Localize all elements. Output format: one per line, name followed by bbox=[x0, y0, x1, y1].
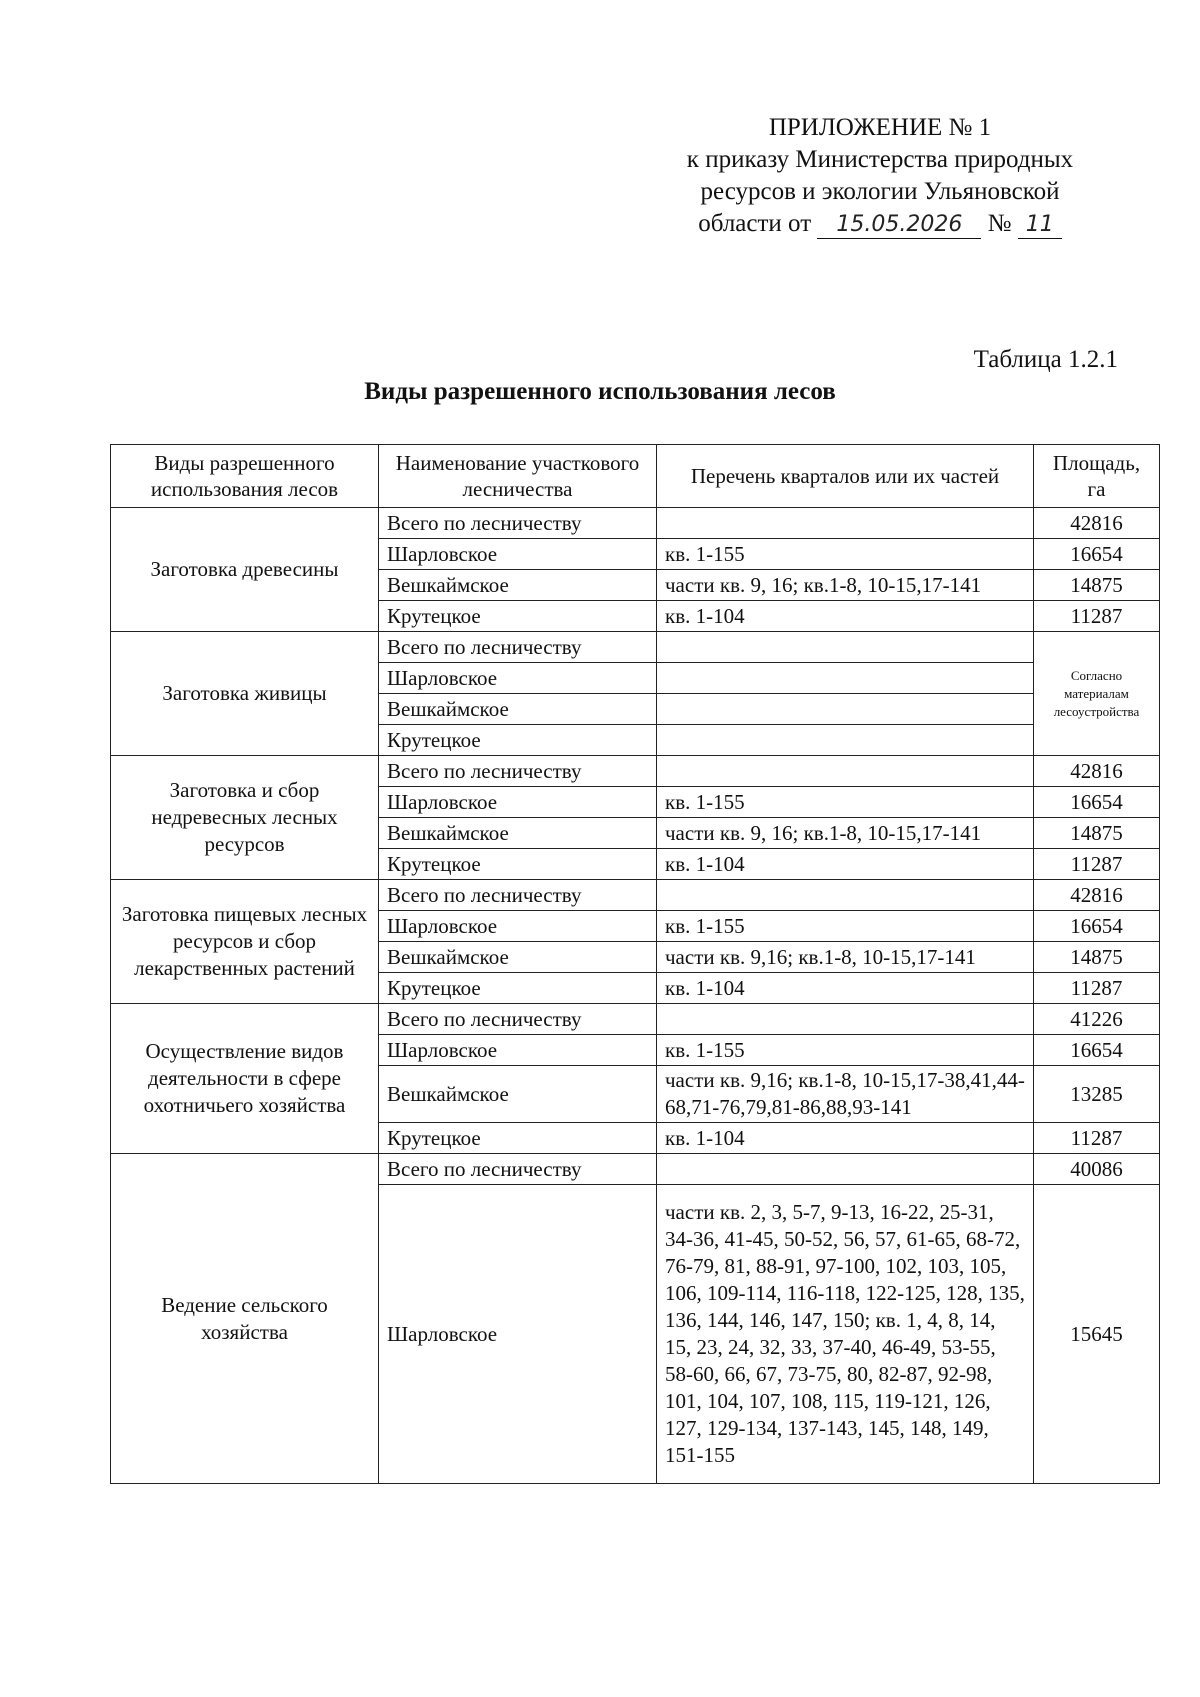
forestry-name-cell: Вешкаймское bbox=[379, 694, 657, 725]
appendix-line-1: к приказу Министерства природных bbox=[686, 146, 1074, 173]
use-type-cell: Заготовка живицы bbox=[111, 632, 379, 756]
use-type-cell: Заготовка пищевых лесных ресурсов и сбор лекарственных растений bbox=[111, 880, 379, 1004]
order-number: 11 bbox=[1018, 212, 1062, 239]
quarters-cell: части кв. 9, 16; кв.1-8, 10-15,17-141 bbox=[657, 570, 1034, 601]
quarters-cell: части кв. 9,16; кв.1-8, 10-15,17-38,41,44-68,71-76,79,81-86,88,93-141 bbox=[657, 1066, 1034, 1123]
table-header-row bbox=[111, 445, 1160, 508]
quarters-cell bbox=[657, 756, 1034, 787]
area-cell: 11287 bbox=[1034, 973, 1160, 1004]
forestry-name-cell: Всего по лесничеству bbox=[379, 880, 657, 911]
forestry-name-cell: Всего по лесничеству bbox=[379, 1004, 657, 1035]
area-cell: 41226 bbox=[1034, 1004, 1160, 1035]
forestry-name-cell: Всего по лесничеству bbox=[379, 1154, 657, 1185]
area-cell: 42816 bbox=[1034, 880, 1160, 911]
forestry-name-cell: Крутецкое bbox=[379, 601, 657, 632]
forestry-name-cell: Шарловское bbox=[379, 911, 657, 942]
forestry-name-cell: Всего по лесничеству bbox=[379, 756, 657, 787]
document-title: Виды разрешенного использования лесов bbox=[364, 378, 836, 405]
table-row bbox=[111, 756, 1160, 787]
area-cell: 42816 bbox=[1034, 756, 1160, 787]
appendix-line-2: ресурсов и экологии Ульяновской bbox=[700, 178, 1060, 205]
forestry-name-cell: Всего по лесничеству bbox=[379, 508, 657, 539]
column-header-forestry: Наименование участкового лесничества bbox=[379, 445, 657, 508]
forestry-name-cell: Вешкаймское bbox=[379, 1066, 657, 1123]
use-type-cell: Заготовка и сбор недревесных лесных ресурсов bbox=[111, 756, 379, 880]
area-cell: 11287 bbox=[1034, 1123, 1160, 1154]
quarters-cell bbox=[657, 1004, 1034, 1035]
area-cell: 16654 bbox=[1034, 911, 1160, 942]
quarters-cell bbox=[657, 725, 1034, 756]
use-type-cell: Заготовка древесины bbox=[111, 508, 379, 632]
forestry-name-cell: Шарловское bbox=[379, 1035, 657, 1066]
forest-use-table bbox=[110, 444, 1160, 1484]
area-cell: 40086 bbox=[1034, 1154, 1160, 1185]
forestry-name-cell: Шарловское bbox=[379, 787, 657, 818]
quarters-cell bbox=[657, 1154, 1034, 1185]
forestry-name-cell: Вешкаймское bbox=[379, 818, 657, 849]
column-header-area: Площадь, га bbox=[1034, 445, 1160, 508]
appendix-header bbox=[640, 112, 1120, 240]
forestry-name-cell: Шарловское bbox=[379, 1185, 657, 1484]
quarters-cell bbox=[657, 694, 1034, 725]
order-date: 15.05.2026 bbox=[817, 212, 981, 239]
column-header-use: Виды разрешенного использования лесов bbox=[111, 445, 379, 508]
quarters-cell bbox=[657, 663, 1034, 694]
forestry-name-cell: Вешкаймское bbox=[379, 570, 657, 601]
quarters-cell: кв. 1-104 bbox=[657, 973, 1034, 1004]
quarters-cell: кв. 1-155 bbox=[657, 911, 1034, 942]
appendix-line-3-prefix: области от bbox=[698, 210, 812, 237]
forestry-name-cell: Крутецкое bbox=[379, 849, 657, 880]
quarters-cell: кв. 1-155 bbox=[657, 1035, 1034, 1066]
forestry-name-cell: Вешкаймское bbox=[379, 942, 657, 973]
table-number: Таблица 1.2.1 bbox=[973, 346, 1118, 373]
forestry-name-cell: Шарловское bbox=[379, 663, 657, 694]
area-cell: 42816 bbox=[1034, 508, 1160, 539]
area-cell: 11287 bbox=[1034, 601, 1160, 632]
quarters-cell: кв. 1-155 bbox=[657, 539, 1034, 570]
quarters-cell: части кв. 9,16; кв.1-8, 10-15,17-141 bbox=[657, 942, 1034, 973]
quarters-cell: кв. 1-155 bbox=[657, 787, 1034, 818]
use-type-cell: Осуществление видов деятельности в сфере охотничьего хозяйства bbox=[111, 1004, 379, 1154]
forestry-name-cell: Крутецкое bbox=[379, 973, 657, 1004]
area-cell: 15645 bbox=[1034, 1185, 1160, 1484]
table-row bbox=[111, 632, 1160, 663]
forestry-name-cell: Шарловское bbox=[379, 539, 657, 570]
area-cell: 14875 bbox=[1034, 818, 1160, 849]
appendix-line-3 bbox=[640, 208, 1120, 240]
area-merged-cell: Согласно материалам лесоустройства bbox=[1034, 632, 1160, 756]
table-row bbox=[111, 1154, 1160, 1185]
area-cell: 11287 bbox=[1034, 849, 1160, 880]
quarters-cell: кв. 1-104 bbox=[657, 1123, 1034, 1154]
quarters-cell: кв. 1-104 bbox=[657, 849, 1034, 880]
forestry-name-cell: Крутецкое bbox=[379, 725, 657, 756]
table-row bbox=[111, 1004, 1160, 1035]
forestry-name-cell: Крутецкое bbox=[379, 1123, 657, 1154]
area-cell: 14875 bbox=[1034, 570, 1160, 601]
use-type-cell: Ведение сельского хозяйства bbox=[111, 1154, 379, 1484]
quarters-cell bbox=[657, 508, 1034, 539]
forestry-name-cell: Всего по лесничеству bbox=[379, 632, 657, 663]
table-row bbox=[111, 508, 1160, 539]
quarters-cell bbox=[657, 880, 1034, 911]
area-cell: 14875 bbox=[1034, 942, 1160, 973]
area-cell: 16654 bbox=[1034, 787, 1160, 818]
area-cell: 16654 bbox=[1034, 1035, 1160, 1066]
column-header-quarters: Перечень кварталов или их частей bbox=[657, 445, 1034, 508]
area-cell: 16654 bbox=[1034, 539, 1160, 570]
quarters-cell: части кв. 9, 16; кв.1-8, 10-15,17-141 bbox=[657, 818, 1034, 849]
number-sign: № bbox=[987, 210, 1012, 237]
area-cell: 13285 bbox=[1034, 1066, 1160, 1123]
appendix-title: ПРИЛОЖЕНИЕ № 1 bbox=[768, 114, 992, 141]
quarters-cell: кв. 1-104 bbox=[657, 601, 1034, 632]
quarters-cell bbox=[657, 632, 1034, 663]
quarters-cell: части кв. 2, 3, 5-7, 9-13, 16-22, 25-31, 34-36, 41-45, 50-52, 56, 57, 61-65, 68-72, 76-79, 81, 88-91, 97-100, 102, 103, 105, 106, 109-114, 116-118, 122-125, 128, 135, 136, 144, 146, 147, 150; кв. 1, 4, 8, 14, 15, 23, 24, 32, 33, 37-40, 46-49, 53-55, 58-60, 66, 67, 73-75, 80, 82-87, 92-98, 101, 104, 107, 108, 115, 119-121, 126, 127, 129-134, 137-143, 145, 148, 149, 151-155 bbox=[657, 1185, 1034, 1484]
table-row bbox=[111, 880, 1160, 911]
